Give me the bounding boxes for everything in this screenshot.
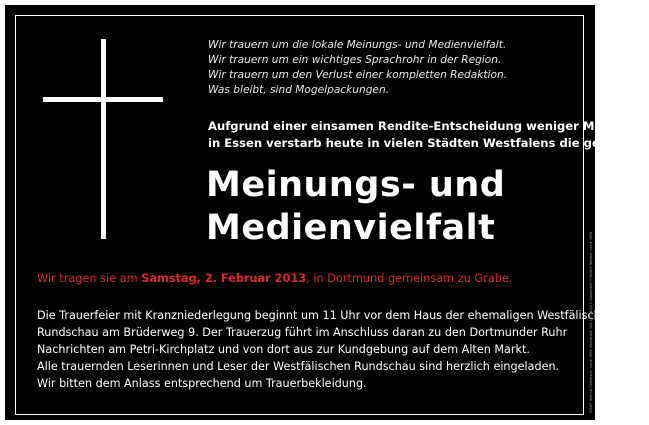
body-line: Wir bitten dem Anlass entsprechend um Trauerbekleidung. — [37, 377, 367, 390]
headline-line: Meinungs- und — [206, 165, 506, 205]
funeral-prefix: Wir tragen sie am — [37, 272, 142, 285]
headline-line: Medienvielfalt — [206, 208, 496, 248]
body-line: Nachrichten am Petri-Kirchplatz und von dort aus zur Kundgebung auf dem Alten Markt. — [37, 343, 530, 356]
mourning-line: Was bleibt, sind Mogelpackungen. — [208, 84, 390, 96]
funeral-date: Samstag, 2. Februar 2013 — [141, 272, 307, 285]
body-line: Die Trauerfeier mit Kranzniederlegung beginnt um 11 Uhr vor dem Haus der ehemaligen Westfälischen — [37, 309, 615, 322]
ceremony-details — [37, 307, 615, 392]
body-line: Alle trauernden Leserinnen und Leser der Westfälischen Rundschau sind herzlich eingeladen. — [37, 360, 560, 373]
intro-text — [208, 118, 649, 152]
intro-line: in Essen verstarb heute in vielen Städten Westfalens die geliebte — [208, 136, 638, 150]
funeral-announcement — [37, 271, 567, 287]
mourning-statements — [208, 38, 538, 98]
mourning-line: Wir trauern um ein wichtiges Sprachrohr in der Region. — [208, 54, 502, 66]
intro-line: Aufgrund einer einsamen Rendite-Entscheidung weniger Menschen — [208, 119, 649, 133]
headline — [206, 164, 576, 250]
cross-icon — [43, 39, 163, 239]
imprint-credit: ViSdP: Helmut Dahlmann, ver.di NRW, Karlstraße 123-127, 40210 Düsseldorf / Christof Büttner, ver.di NRW — [589, 231, 593, 413]
mourning-line: Wir trauern um die lokale Meinungs- und Medienvielfalt. — [208, 39, 507, 51]
mourning-line: Wir trauern um den Verlust einer kompletten Redaktion. — [208, 69, 508, 81]
cross-horizontal-bar — [43, 97, 163, 102]
body-line: Rundschau am Brüderweg 9. Der Trauerzug führt im Anschluss daran zu den Dortmunder Ruhr — [37, 326, 568, 339]
funeral-suffix: , in Dortmund gemeinsam zu Grabe. — [306, 272, 513, 285]
cross-vertical-bar — [101, 39, 106, 239]
